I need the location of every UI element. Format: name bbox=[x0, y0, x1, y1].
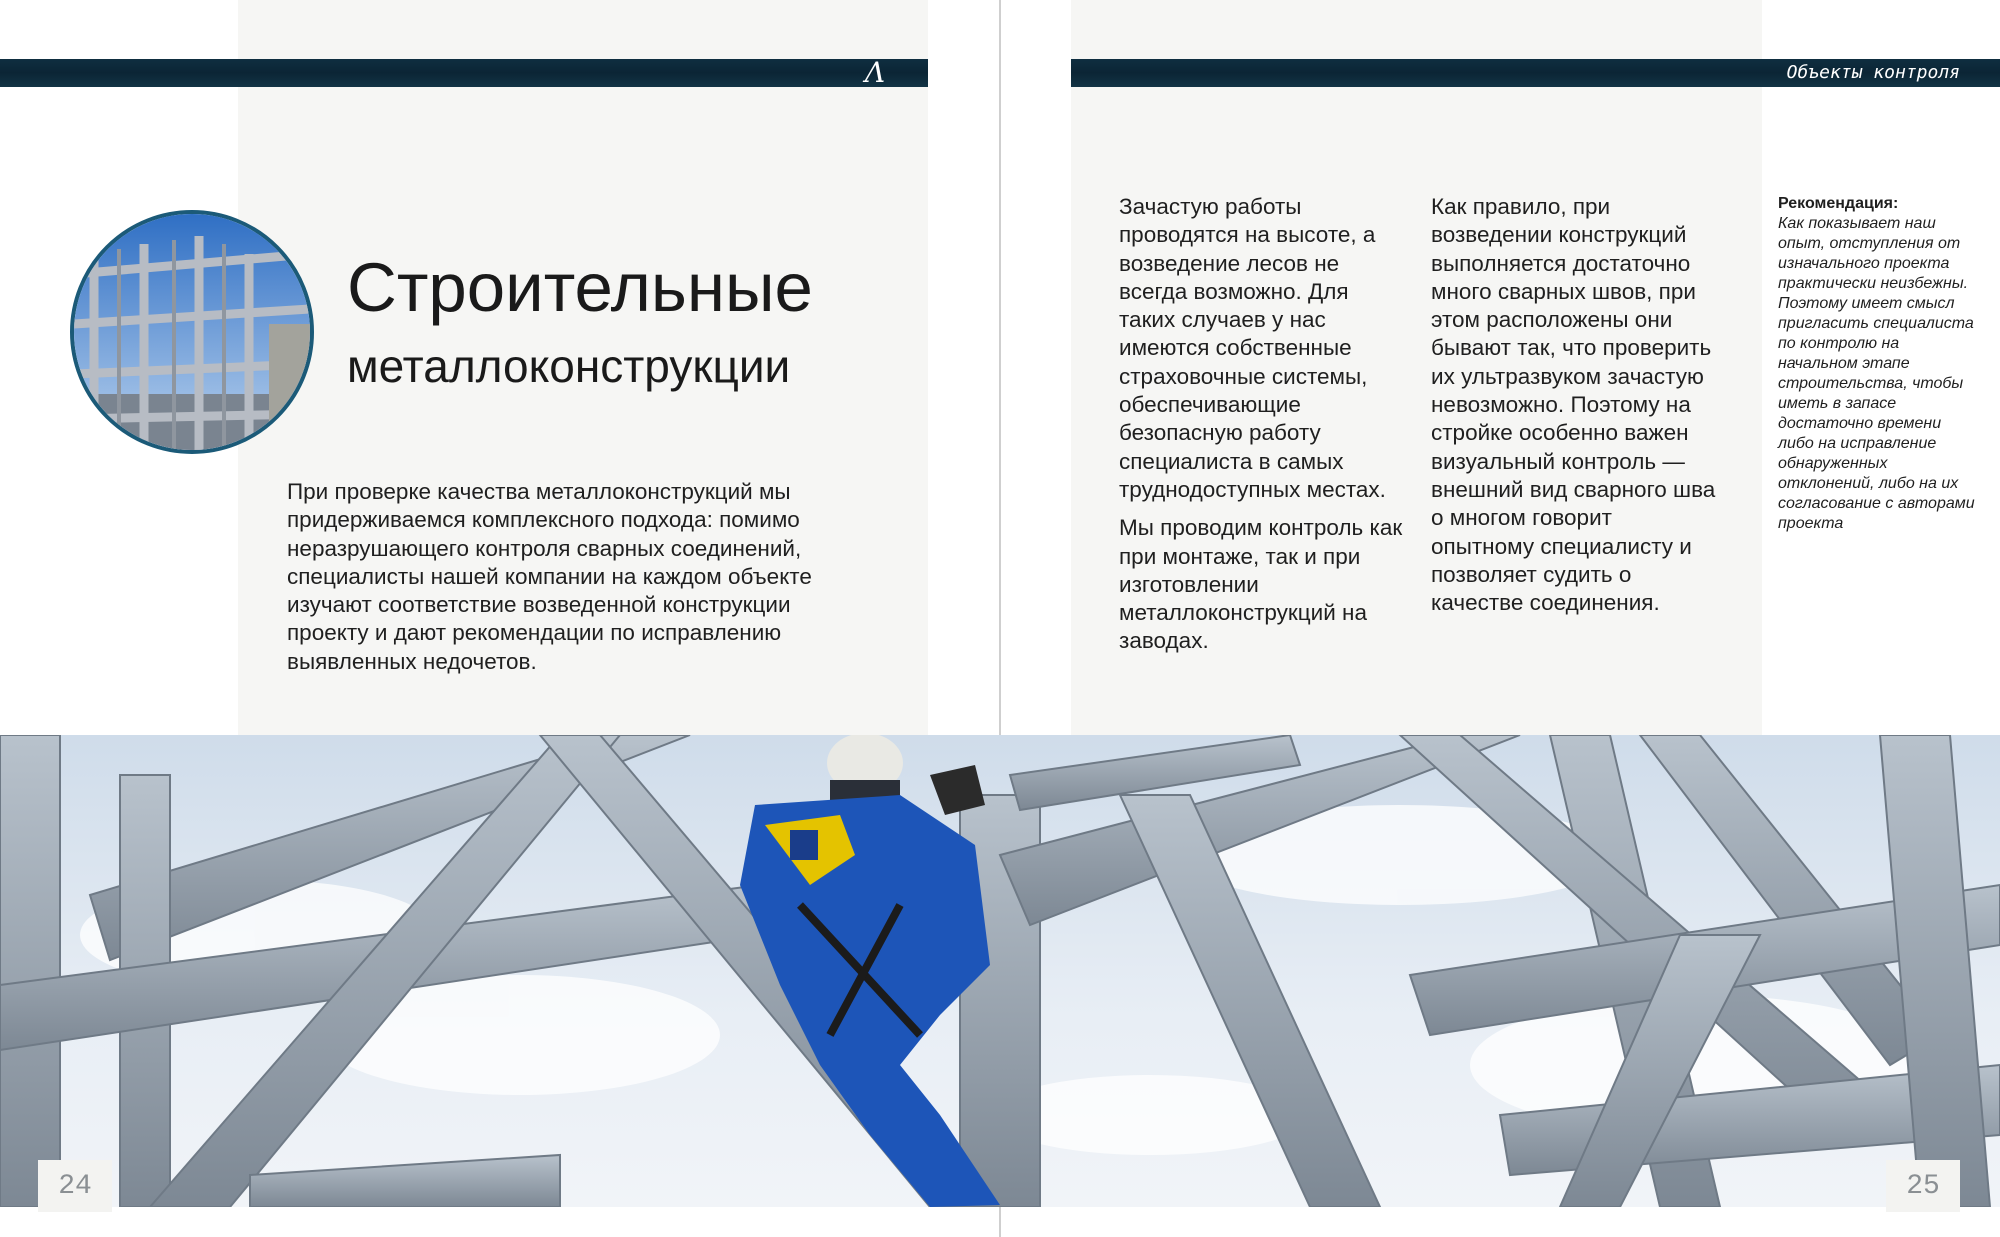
page-title-line1: Строительные bbox=[347, 249, 813, 326]
page-title-line2: металлоконструкции bbox=[347, 340, 791, 392]
note-heading: Рекомендация: bbox=[1778, 195, 1899, 212]
note-text: Как показывает наш опыт, отступления от изначального проекта практически неизбежны. Поэтому имеет смысл пригласить специалиста по контролю на начальном этапе строительства, чтобы иметь в запасе достаточно времени либо на исправление обнаруженных отклонений, либо на их согласование с авторами проекта bbox=[1778, 215, 1975, 532]
column1-paragraph2: Мы проводим контроль как при монтаже, так и при изготовлении металлоконструкций на заводах. bbox=[1119, 515, 1403, 654]
section-label: Объекты контроля bbox=[1786, 62, 1960, 83]
steel-frame-illustration bbox=[74, 214, 310, 450]
worker-on-steel-frame-photo bbox=[0, 735, 2000, 1207]
page-number-left: 24 bbox=[38, 1160, 112, 1212]
column2-paragraph1: Как правило, при возведении конструкций выполняется достаточно много сварных швов, при этом расположены они бывают так, что проверить их ультразвуком зачастую невозможно. Поэтому на стройке особенно важен визуальный контроль — внешний вид сварного шва о многом говорит опытному специалисту и позволяет судить о качестве соединения. bbox=[1431, 194, 1716, 616]
left-header-bar bbox=[0, 56, 928, 89]
column1-paragraph1: Зачастую работы проводятся на высоте, а возведение лесов не всегда возможно. Для таких случаев у нас имеются собственные страховочные системы, обеспечивающие безопасную работу специалиста в самых труднодоступных местах. bbox=[1119, 194, 1386, 502]
intro-paragraph: При проверке качества металлоконструкций мы придерживаемся комплексного подхода: помимо неразрушающего контроля сварных соединений, специалисты нашей компании на каждом объекте изучают соответствие возведенной конструкции проекту и дают рекомендации по исправлению выявленных недочетов. bbox=[287, 479, 812, 674]
circular-steel-frame-photo bbox=[70, 210, 314, 454]
brand-logo-icon: Λ bbox=[864, 56, 886, 89]
page-number-right: 25 bbox=[1886, 1160, 1960, 1212]
text-column-2 bbox=[1431, 193, 1721, 617]
recommendation-note bbox=[1778, 194, 1978, 534]
construction-photo-illustration bbox=[0, 735, 2000, 1207]
text-column-1 bbox=[1119, 193, 1409, 656]
